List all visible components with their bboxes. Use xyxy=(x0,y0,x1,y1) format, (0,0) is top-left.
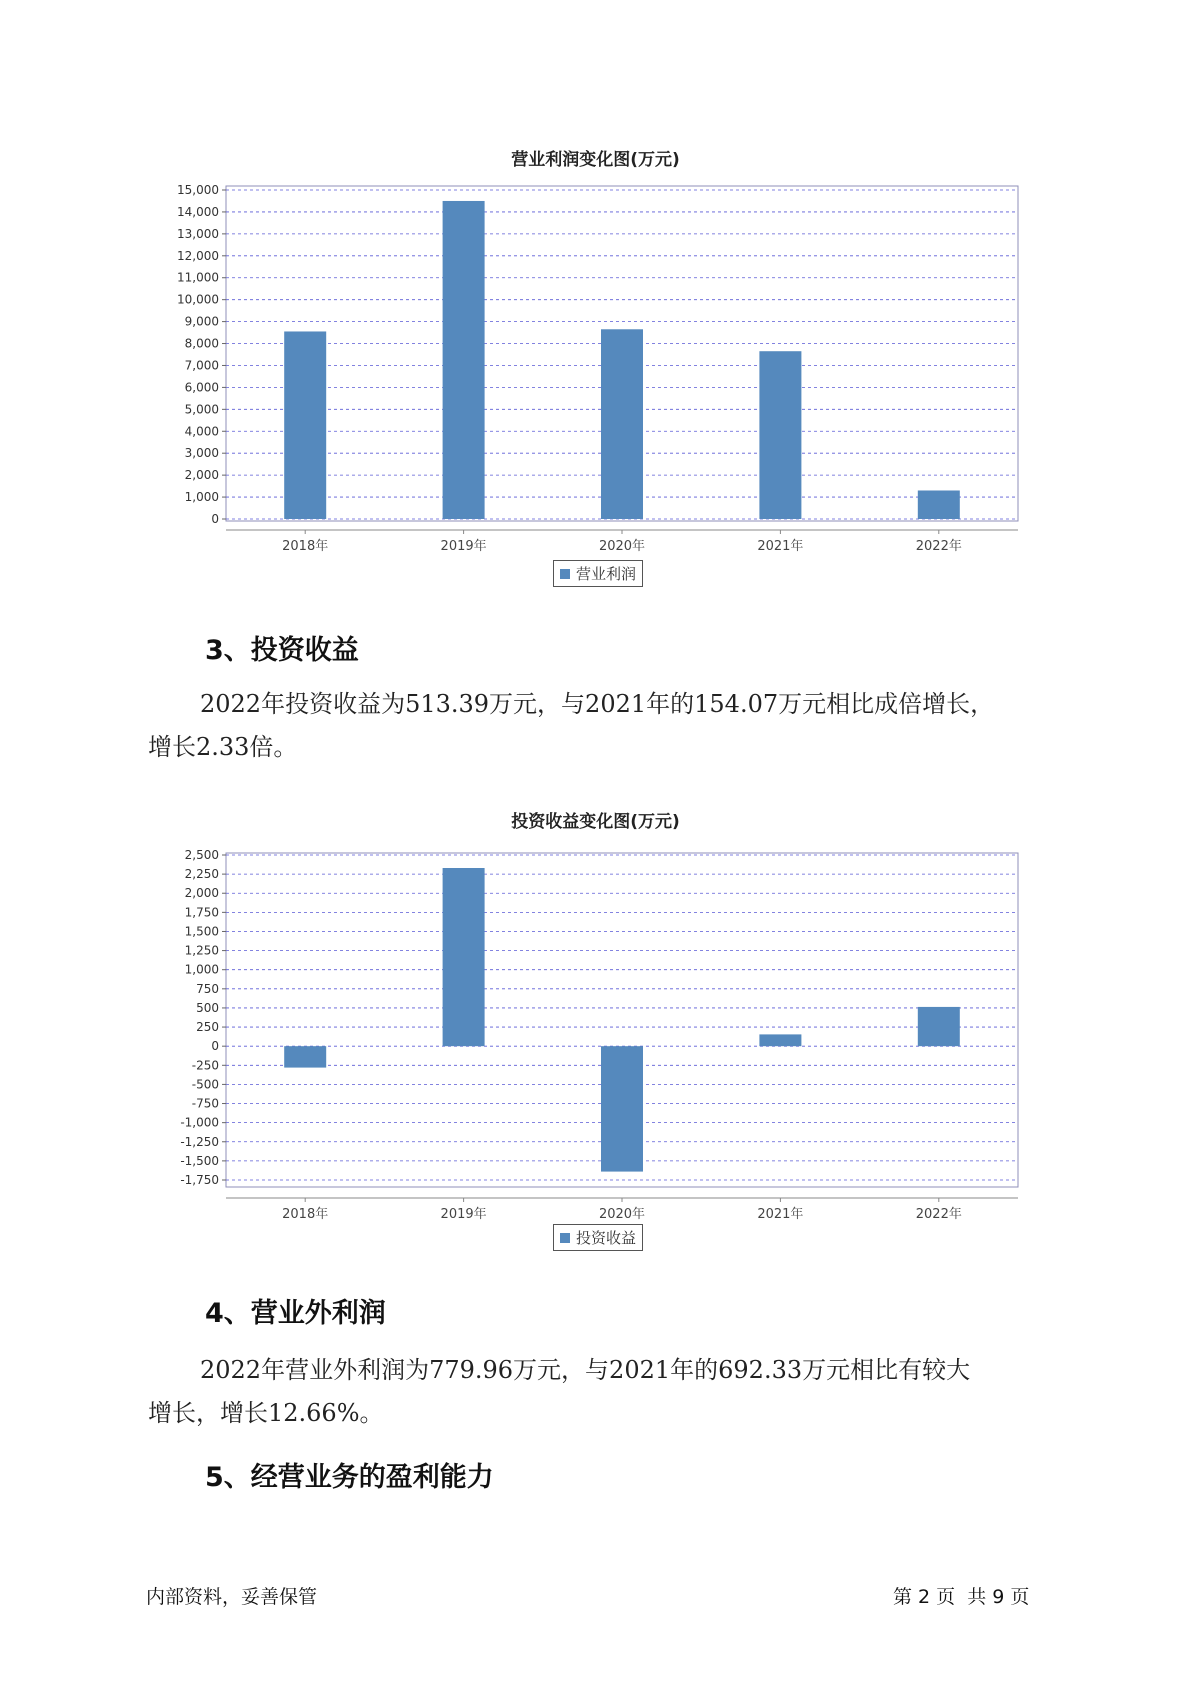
x-tick-label: 2020年 xyxy=(598,539,646,554)
y-tick-label: 0 xyxy=(211,1039,219,1054)
y-tick-label: 6,000 xyxy=(184,380,219,395)
x-tick-label: 2022年 xyxy=(915,1207,962,1222)
y-tick-label: 8,000 xyxy=(184,336,219,351)
y-tick-label: 5,000 xyxy=(184,402,219,417)
y-tick-label: 500 xyxy=(196,1000,219,1015)
y-tick-label: 1,000 xyxy=(184,490,219,505)
x-tick-label: 2020年 xyxy=(598,1207,646,1222)
x-tick-label: 2019年 xyxy=(440,1207,487,1222)
y-tick-label: 9,000 xyxy=(184,314,219,329)
x-tick-label: 2018年 xyxy=(282,539,329,554)
chart1-title: 营业利润变化图(万元) xyxy=(511,150,680,170)
footer-confidential: 内部资料，妥善保管 xyxy=(146,1586,318,1608)
y-tick-label: -250 xyxy=(191,1058,219,1073)
bar-2021年 xyxy=(759,1034,801,1046)
y-tick-label: 0 xyxy=(211,512,219,526)
y-tick-label: 10,000 xyxy=(177,292,219,307)
chart2-legend-label: 投资收益 xyxy=(576,1229,637,1247)
x-tick-label: 2022年 xyxy=(915,539,962,554)
section-heading-investment-income: 3、投资收益 xyxy=(205,635,359,666)
y-tick-label: 250 xyxy=(196,1020,219,1035)
y-tick-label: 1,750 xyxy=(184,905,219,920)
section-heading-profitability: 5、经营业务的盈利能力 xyxy=(205,1462,494,1493)
y-tick-label: 3,000 xyxy=(184,446,219,461)
paragraph-line: 2022年营业外利润为779.96万元，与2021年的692.33万元相比有较大 xyxy=(200,1356,971,1384)
y-tick-label: 2,500 xyxy=(184,848,219,862)
chart1-legend-label: 营业利润 xyxy=(576,565,637,583)
y-tick-label: 1,000 xyxy=(184,962,219,977)
y-tick-label: 4,000 xyxy=(184,424,219,439)
bar-2020年 xyxy=(601,1046,643,1171)
y-tick-label: 13,000 xyxy=(177,226,219,241)
x-tick-label: 2021年 xyxy=(757,1207,804,1222)
legend-swatch-icon xyxy=(560,1233,570,1243)
paragraph-line: 增长2.33倍。 xyxy=(148,733,298,761)
paragraph-non-operating-profit xyxy=(148,1349,1048,1435)
y-tick-label: 15,000 xyxy=(177,183,219,197)
y-tick-label: -1,750 xyxy=(180,1173,219,1187)
y-tick-label: -1,000 xyxy=(180,1115,219,1130)
y-tick-label: 14,000 xyxy=(177,204,219,219)
y-tick-label: 2,000 xyxy=(184,468,219,483)
y-tick-label: 2,250 xyxy=(184,867,219,882)
y-tick-label: 750 xyxy=(196,981,219,996)
bar-2022年 xyxy=(918,1007,960,1046)
y-tick-label: -500 xyxy=(191,1077,219,1092)
chart2-legend xyxy=(553,1224,643,1251)
paragraph-line: 2022年投资收益为513.39万元，与2021年的154.07万元相比成倍增长， xyxy=(200,690,995,718)
footer-page-number: 第 2 页 共 9 页 xyxy=(893,1586,1030,1608)
y-tick-label: -1,500 xyxy=(180,1153,219,1168)
bar-2019年 xyxy=(443,868,485,1046)
paragraph-line: 增长，增长12.66%。 xyxy=(148,1399,384,1427)
y-tick-label: 12,000 xyxy=(177,248,219,263)
y-tick-label: 11,000 xyxy=(177,270,219,285)
bar-2018年 xyxy=(284,1046,326,1067)
x-tick-label: 2018年 xyxy=(282,1207,329,1222)
x-tick-label: 2019年 xyxy=(440,539,487,554)
x-tick-label: 2021年 xyxy=(757,539,804,554)
y-tick-label: 1,500 xyxy=(184,924,219,939)
y-tick-label: -1,250 xyxy=(180,1134,219,1149)
section-heading-non-operating-profit: 4、营业外利润 xyxy=(205,1298,386,1329)
chart2-title: 投资收益变化图(万元) xyxy=(511,812,680,832)
y-tick-label: -750 xyxy=(191,1096,219,1111)
y-tick-label: 1,250 xyxy=(184,943,219,958)
y-tick-label: 7,000 xyxy=(184,358,219,373)
y-tick-label: 2,000 xyxy=(184,886,219,901)
